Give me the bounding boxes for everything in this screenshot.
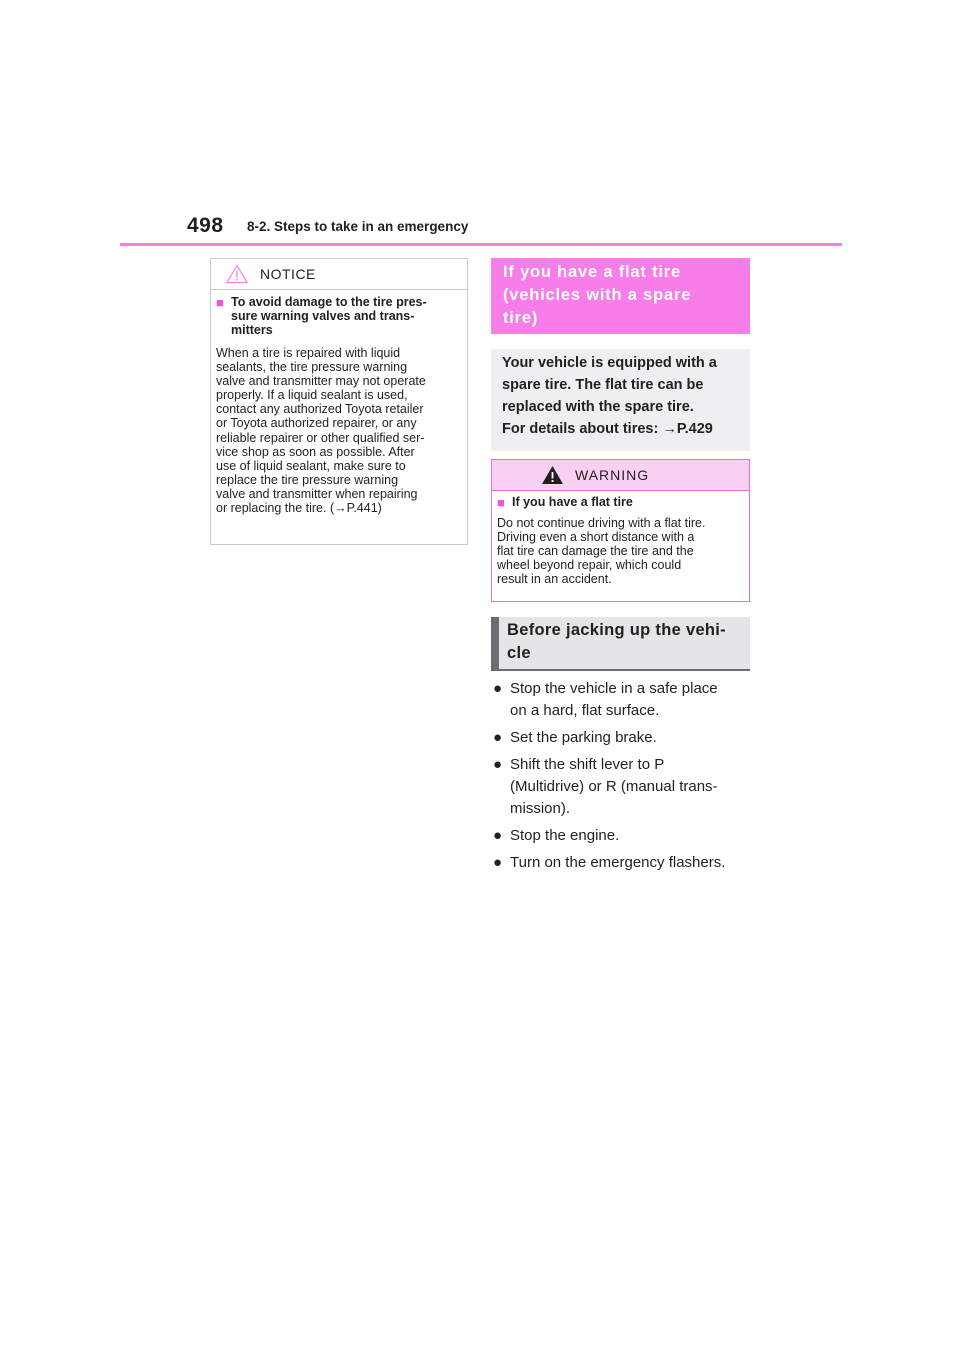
list-item xyxy=(491,754,761,820)
list-item xyxy=(491,852,761,874)
body-line: result in an accident. xyxy=(497,572,612,587)
square-bullet-icon: ■ xyxy=(216,295,224,310)
square-bullet-icon: ■ xyxy=(497,495,505,510)
body-line: reliable repairer or other qualified ser- xyxy=(216,430,425,445)
subheading-line: To avoid damage to the tire pres- xyxy=(231,295,427,309)
heading-line: tire) xyxy=(503,309,539,327)
body-line: Driving even a short distance with a xyxy=(497,530,695,545)
step-line: mission). xyxy=(510,800,571,817)
body-line: or Toyota authorized repairer, or any xyxy=(216,416,417,431)
step-line: Stop the engine. xyxy=(510,827,620,844)
warning-triangle-filled-icon xyxy=(541,465,564,485)
list-item xyxy=(491,825,761,847)
header-rule xyxy=(120,243,842,246)
page-number: 498 xyxy=(187,214,224,237)
step-line: on a hard, flat surface. xyxy=(510,702,660,719)
warning-box xyxy=(491,459,750,602)
heading-line: If you have a flat tire xyxy=(503,263,681,281)
bullet-dot-icon: ● xyxy=(493,729,503,746)
bullet-dot-icon: ● xyxy=(493,756,503,773)
bullet-dot-icon: ● xyxy=(493,854,503,871)
notice-title: NOTICE xyxy=(260,266,316,282)
jacking-steps-list xyxy=(491,678,761,879)
section-title: 8-2. Steps to take in an emergency xyxy=(247,219,469,234)
step-line: Turn on the emergency flashers. xyxy=(510,854,726,871)
warning-body xyxy=(497,516,743,586)
info-line: spare tire. The flat tire can be xyxy=(502,377,704,393)
warning-header xyxy=(492,460,749,491)
notice-header xyxy=(211,259,467,290)
info-line: replaced with the spare tire. xyxy=(502,399,694,415)
jacking-heading xyxy=(491,617,750,671)
notice-subheading xyxy=(216,295,462,337)
list-item xyxy=(491,727,761,749)
body-line: wheel beyond repair, which could xyxy=(497,558,682,573)
body-line: flat tire can damage the tire and the xyxy=(497,544,694,559)
warning-subheading xyxy=(497,495,743,509)
subheading-line: mitters xyxy=(231,323,273,337)
notice-box xyxy=(210,258,468,545)
body-line: vice shop as soon as possible. After xyxy=(216,444,415,459)
warning-triangle-outline-icon xyxy=(226,264,248,284)
body-line: When a tire is repaired with liquid xyxy=(216,346,401,360)
body-line: use of liquid sealant, make sure to xyxy=(216,458,406,473)
body-line: or replacing the tire. (→P.441) xyxy=(216,501,382,516)
list-item xyxy=(491,678,761,722)
body-line: contact any authorized Toyota retailer xyxy=(216,402,424,417)
tire-details-link[interactable]: For details about tires: →P.429 xyxy=(502,421,713,437)
bullet-dot-icon: ● xyxy=(493,680,503,697)
body-line: Do not continue driving with a flat tire. xyxy=(497,516,706,530)
heading-line: (vehicles with a spare xyxy=(503,286,692,304)
body-line: sealants, the tire pressure warning xyxy=(216,360,408,375)
step-line: (Multidrive) or R (manual trans- xyxy=(510,778,718,795)
step-line: Set the parking brake. xyxy=(510,729,657,746)
info-line: Your vehicle is equipped with a xyxy=(502,355,717,371)
notice-body xyxy=(216,346,462,515)
step-line: Shift the shift lever to P xyxy=(510,756,665,773)
subheading-line: sure warning valves and trans- xyxy=(231,309,415,323)
flat-tire-heading xyxy=(491,258,750,334)
spare-tire-info-box xyxy=(491,349,750,451)
body-line: properly. If a liquid sealant is used, xyxy=(216,388,408,403)
body-line: valve and transmitter when repairing xyxy=(216,486,418,501)
body-line: valve and transmitter may not operate xyxy=(216,374,426,389)
subheading-line: If you have a flat tire xyxy=(512,495,633,509)
heading-line: cle xyxy=(507,644,531,662)
body-line: replace the tire pressure warning xyxy=(216,472,399,487)
bullet-dot-icon: ● xyxy=(493,827,503,844)
heading-line: Before jacking up the vehi- xyxy=(507,621,726,639)
step-line: Stop the vehicle in a safe place xyxy=(510,680,718,697)
warning-title: WARNING xyxy=(575,467,650,483)
